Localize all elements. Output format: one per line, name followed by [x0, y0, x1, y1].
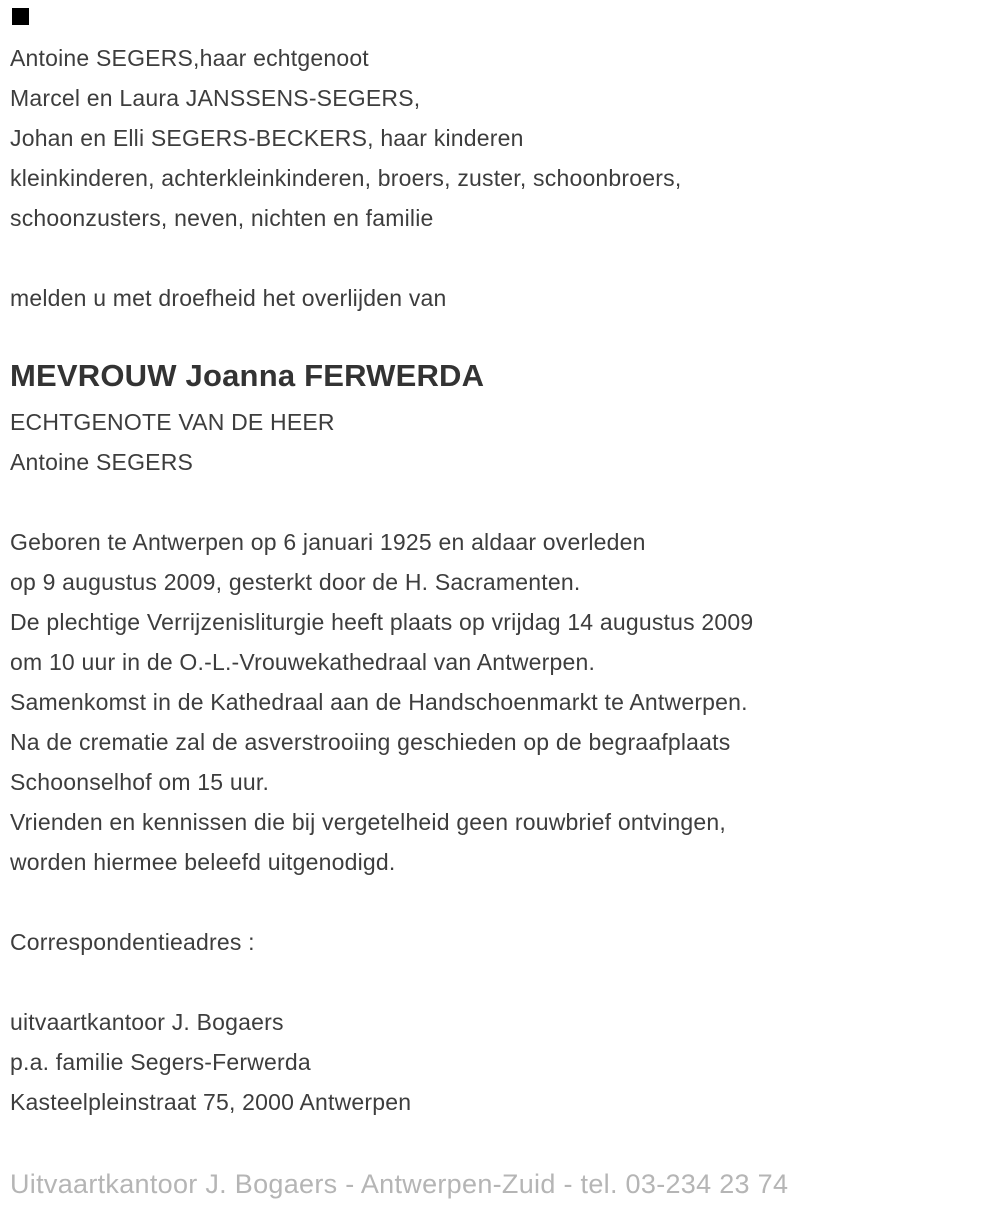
funeral-home-footer: Uitvaartkantoor J. Bogaers - Antwerpen-Zuid - tel. 03-234 23 74: [10, 1169, 789, 1199]
body-line: De plechtige Verrijzenisliturgie heeft plaats op vrijdag 14 augustus 2009: [10, 609, 754, 635]
relatives-line: Antoine SEGERS,haar echtgenoot: [10, 45, 369, 71]
relatives-line: kleinkinderen, achterkleinkinderen, broers, zuster, schoonbroers,: [10, 165, 682, 191]
relatives-line: Marcel en Laura JANSSENS-SEGERS,: [10, 85, 421, 111]
correspondence-address-block: [10, 1002, 988, 1122]
subtitle-line: Antoine SEGERS: [10, 449, 194, 475]
body-line: Vrienden en kennissen die bij vergetelheid geen rouwbrief ontvingen,: [10, 809, 726, 835]
black-square-icon: [12, 8, 29, 25]
correspondence-label: Correspondentieadres :: [10, 929, 255, 955]
deceased-name-title: MEVROUW Joanna FERWERDA: [10, 358, 485, 393]
relatives-line: Johan en Elli SEGERS-BECKERS, haar kinderen: [10, 125, 524, 151]
correspondence-line: p.a. familie Segers-Ferwerda: [10, 1049, 311, 1075]
body-line: Schoonselhof om 15 uur.: [10, 769, 270, 795]
body-line: Geboren te Antwerpen op 6 januari 1925 en aldaar overleden: [10, 529, 646, 555]
spouse-subtitle-block: [10, 402, 988, 482]
announcement-body-block: [10, 522, 988, 882]
body-line: op 9 augustus 2009, gesterkt door de H. Sacramenten.: [10, 569, 581, 595]
correspondence-line: Kasteelpleinstraat 75, 2000 Antwerpen: [10, 1089, 412, 1115]
correspondence-line: uitvaartkantoor J. Bogaers: [10, 1009, 284, 1035]
subtitle-line: ECHTGENOTE VAN DE HEER: [10, 409, 335, 435]
announcement-line: melden u met droefheid het overlijden van: [10, 285, 447, 311]
body-line: om 10 uur in de O.-L.-Vrouwekathedraal van Antwerpen.: [10, 649, 596, 675]
body-line: Na de crematie zal de asverstrooiing geschieden op de begraafplaats: [10, 729, 731, 755]
body-line: worden hiermee beleefd uitgenodigd.: [10, 849, 396, 875]
relatives-line: schoonzusters, neven, nichten en familie: [10, 205, 434, 231]
body-line: Samenkomst in de Kathedraal aan de Handschoenmarkt te Antwerpen.: [10, 689, 748, 715]
relatives-block: [10, 38, 988, 238]
